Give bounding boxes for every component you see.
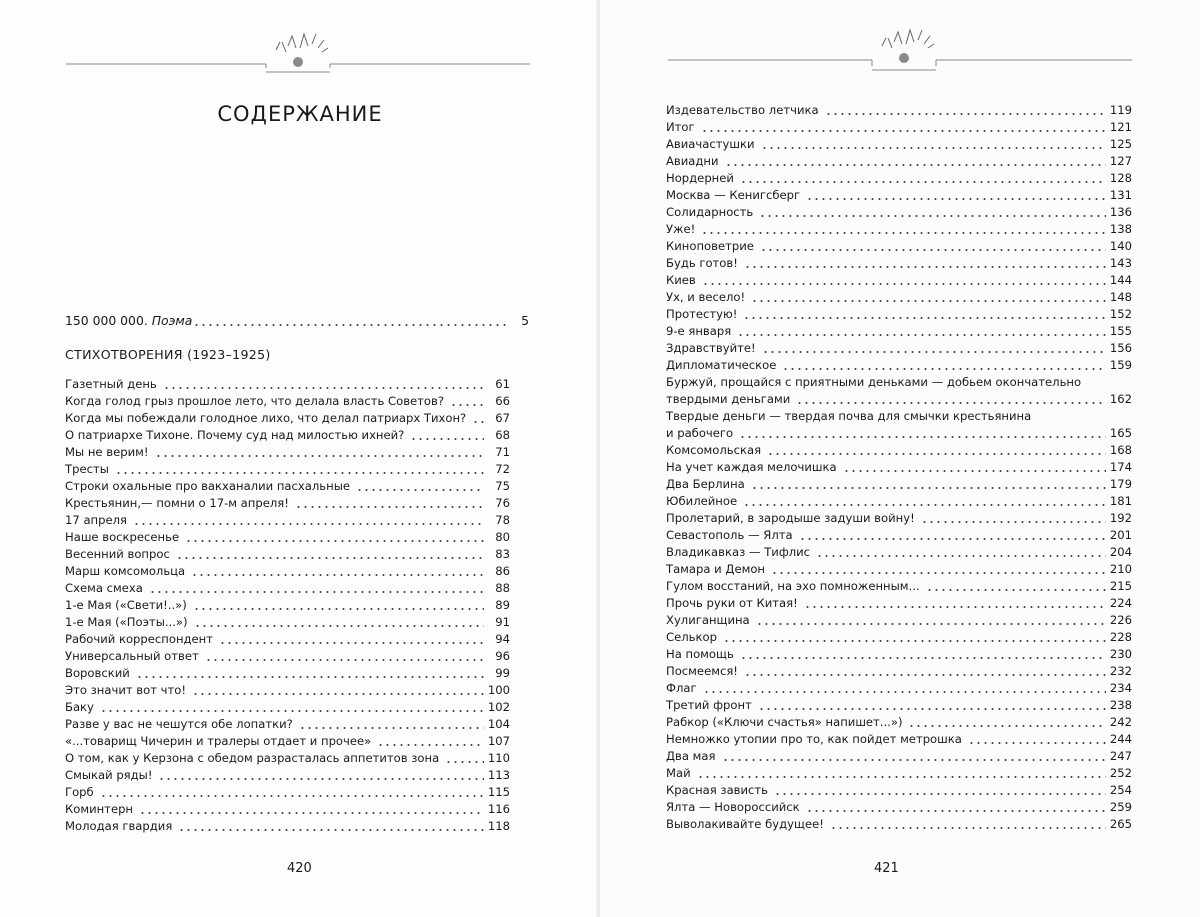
dot-leader <box>740 181 1106 183</box>
toc-entry[interactable] <box>666 782 1132 799</box>
page-ref: 68 <box>495 428 510 442</box>
page-ref: 254 <box>1109 783 1132 797</box>
toc-list-right <box>666 102 1132 833</box>
toc-entry-title: Гулом восстаний, на эхо помноженным... <box>666 579 920 593</box>
toc-entry-title: Когда мы побеждали голодное лихо, что делал патриарх Тихон? <box>65 411 467 425</box>
dot-leader <box>185 540 484 542</box>
dot-leader <box>782 368 1106 370</box>
toc-entry-title: На учет каждая мелочишка <box>666 460 837 474</box>
page-title: СОДЕРЖАНИЕ <box>217 102 383 126</box>
page-ref: 156 <box>1109 341 1132 355</box>
toc-entry-title: Два мая <box>666 749 716 763</box>
page-ref: 99 <box>495 666 510 680</box>
page-ref: 148 <box>1109 290 1132 304</box>
dot-leader <box>191 574 484 576</box>
dot-leader <box>299 727 484 729</box>
page-ref: 80 <box>495 530 510 544</box>
dot-leader <box>163 387 484 389</box>
dot-leader <box>737 334 1106 336</box>
page-ref: 168 <box>1109 443 1132 457</box>
toc-entry[interactable] <box>666 289 1132 306</box>
toc-entry-title: Строки охальные про вакханалии пасхальные <box>65 479 350 493</box>
page-ref: 104 <box>487 717 510 731</box>
toc-entry[interactable] <box>65 410 510 427</box>
page-ref: 76 <box>495 496 510 510</box>
page-ref: 165 <box>1109 426 1132 440</box>
toc-entry-title: Два Берлина <box>666 477 745 491</box>
dot-leader <box>722 759 1106 761</box>
dot-leader <box>472 421 484 423</box>
toc-entry[interactable] <box>65 631 510 648</box>
toc-entry[interactable] <box>666 680 1132 697</box>
toc-entry-title: Севастополь — Ялта <box>666 528 793 542</box>
toc-entry-title: Протестую! <box>666 307 738 321</box>
toc-entry-title: Схема смеха <box>65 581 143 595</box>
dot-leader <box>804 606 1106 608</box>
toc-entry-title: Нордерней <box>666 171 734 185</box>
dot-leader <box>806 198 1106 200</box>
page-ref: 86 <box>495 564 510 578</box>
dot-leader <box>136 676 484 678</box>
toc-entry-title-line1: Твердые деньги — твердая почва для смычки крестьянина <box>666 409 1032 423</box>
page-ref: 119 <box>1109 103 1132 117</box>
toc-entry-title: Май <box>666 766 691 780</box>
toc-entry[interactable] <box>65 461 510 478</box>
toc-entry[interactable] <box>666 221 1132 238</box>
toc-entry-title: Прочь руки от Китая! <box>666 596 798 610</box>
toc-entry-title: Газетный день <box>65 377 157 391</box>
page-ref: 115 <box>487 785 510 799</box>
dot-leader <box>744 266 1106 268</box>
toc-entry[interactable] <box>666 612 1132 629</box>
toc-entry-title: Горб <box>65 785 94 799</box>
toc-list-left <box>65 376 510 835</box>
page-ref: 107 <box>487 734 510 748</box>
toc-entry[interactable] <box>65 393 510 410</box>
page-ref: 78 <box>495 513 510 527</box>
page-ref: 181 <box>1109 494 1132 508</box>
dot-leader <box>205 659 484 661</box>
dot-leader <box>816 555 1106 557</box>
toc-entry-title: Дипломатическое <box>666 358 777 372</box>
toc-entry-title: Баку <box>65 700 94 714</box>
toc-entry-title: Юбилейное <box>666 494 738 508</box>
dot-leader <box>193 324 507 326</box>
toc-entry-title-line2: и рабочего <box>666 426 734 440</box>
toc-entry[interactable] <box>666 595 1132 612</box>
toc-entry-title: Уже! <box>666 222 696 236</box>
dot-leader <box>771 572 1106 574</box>
dot-leader <box>921 521 1106 523</box>
toc-entry[interactable] <box>666 697 1132 714</box>
toc-entry-title: Это значит вот что! <box>65 683 187 697</box>
toc-entry[interactable] <box>666 731 1132 748</box>
page-ref: 234 <box>1109 681 1132 695</box>
page-ref: 174 <box>1109 460 1132 474</box>
dot-leader <box>100 795 484 797</box>
page-ref: 226 <box>1109 613 1132 627</box>
page-ref: 83 <box>495 547 510 561</box>
page-ref: 136 <box>1109 205 1132 219</box>
toc-entry-title: Разве у вас не чешутся обе лопатки? <box>65 717 293 731</box>
toc-entry[interactable] <box>666 476 1132 493</box>
dot-leader <box>194 625 484 627</box>
dot-leader <box>155 455 484 457</box>
toc-entry[interactable] <box>65 597 510 614</box>
page-ref: 232 <box>1109 664 1132 678</box>
toc-entry-title: Киев <box>666 273 696 287</box>
page-ref: 94 <box>495 632 510 646</box>
header-ornament <box>668 28 1132 78</box>
dot-leader <box>158 778 484 780</box>
dot-leader <box>774 793 1106 795</box>
toc-entry-title: Селькор <box>666 630 717 644</box>
toc-entry[interactable] <box>65 818 510 835</box>
toc-entry[interactable] <box>666 102 1132 119</box>
page-ref: 61 <box>495 377 510 391</box>
dot-leader <box>723 640 1106 642</box>
dot-leader <box>762 351 1106 353</box>
toc-entry-title: Хулиганщина <box>666 613 750 627</box>
toc-entry[interactable] <box>666 374 1132 408</box>
page-ref: 88 <box>495 581 510 595</box>
toc-entry[interactable] <box>666 459 1132 476</box>
toc-entry-title: Марш комсомольца <box>65 564 186 578</box>
toc-entry[interactable] <box>666 748 1132 765</box>
toc-entry[interactable] <box>666 136 1132 153</box>
toc-entry-title: 9-е января <box>666 324 732 338</box>
toc-entry-title: Будь готов! <box>666 256 738 270</box>
toc-entry-title: Воровский <box>65 666 130 680</box>
toc-entry[interactable] <box>666 408 1132 442</box>
dot-leader <box>133 523 484 525</box>
page-ref: 244 <box>1109 732 1132 746</box>
toc-entry-title: Выволакивайте будущее! <box>666 817 824 831</box>
toc-entry[interactable] <box>666 170 1132 187</box>
page-ref: 259 <box>1109 800 1132 814</box>
toc-entry-title: Флаг <box>666 681 697 695</box>
page-ref: 67 <box>495 411 510 425</box>
dot-leader <box>743 317 1106 319</box>
toc-entry-title: Смыкай ряды! <box>65 768 153 782</box>
toc-entry[interactable] <box>65 580 510 597</box>
page-ref: 72 <box>495 462 510 476</box>
toc-entry[interactable] <box>666 204 1132 221</box>
toc-entry[interactable] <box>65 529 510 546</box>
toc-entry[interactable] <box>666 153 1132 170</box>
toc-entry[interactable] <box>65 733 510 750</box>
toc-entry-title-line2: твердыми деньгами <box>666 392 791 406</box>
dot-leader <box>756 623 1106 625</box>
dot-leader <box>825 113 1106 115</box>
page-ref: 179 <box>1109 477 1132 491</box>
page-ref: 224 <box>1109 596 1132 610</box>
toc-entry[interactable] <box>666 510 1132 527</box>
dot-leader <box>100 710 484 712</box>
toc-entry[interactable] <box>65 682 510 699</box>
toc-entry-title: Рабочий корреспондент <box>65 632 214 646</box>
page-ref: 110 <box>487 751 510 765</box>
toc-entry[interactable] <box>65 546 510 563</box>
dot-leader <box>115 472 484 474</box>
page-ref: 162 <box>1109 392 1132 406</box>
dot-leader <box>968 742 1106 744</box>
dot-leader <box>761 147 1106 149</box>
page-ref: 204 <box>1109 545 1132 559</box>
toc-entry[interactable] <box>666 646 1132 663</box>
dot-leader <box>193 608 484 610</box>
toc-entry-title: Наше воскресенье <box>65 530 180 544</box>
toc-entry[interactable] <box>666 442 1132 459</box>
dot-leader <box>149 591 484 593</box>
right-page <box>600 0 1200 917</box>
dot-leader <box>740 657 1106 659</box>
toc-entry-title: Ух, и весело! <box>666 290 746 304</box>
toc-entry-title: Рабкор («Ключи счастья» напишет...») <box>666 715 903 729</box>
page-ref: 238 <box>1109 698 1132 712</box>
toc-entry[interactable] <box>666 119 1132 136</box>
toc-entry-title: Москва — Кенигсберг <box>666 188 801 202</box>
page-ref: 96 <box>495 649 510 663</box>
dot-leader <box>219 642 484 644</box>
page-ref: 228 <box>1109 630 1132 644</box>
toc-entry-title: Красная зависть <box>666 783 769 797</box>
page-ref: 140 <box>1109 239 1132 253</box>
toc-entry[interactable] <box>666 255 1132 272</box>
dot-leader <box>751 487 1106 489</box>
page-ref: 159 <box>1109 358 1132 372</box>
toc-entry-title: О патриархе Тихоне. Почему суд над милостью ихней? <box>65 428 405 442</box>
toc-entry[interactable] <box>65 784 510 801</box>
toc-entry[interactable] <box>666 816 1132 833</box>
toc-entry-title: Здравствуйте! <box>666 341 756 355</box>
toc-entry[interactable] <box>65 376 510 393</box>
toc-entry-poem[interactable] <box>65 311 529 331</box>
toc-entry[interactable] <box>666 663 1132 680</box>
page-ref: 91 <box>495 615 510 629</box>
page-ref: 155 <box>1109 324 1132 338</box>
poem-subtitle: Поэма <box>151 313 193 328</box>
toc-entry-title: Крестьянин,— помни о 17-м апреля! <box>65 496 289 510</box>
poem-title: 150 000 000. <box>65 313 148 328</box>
page-ref: 121 <box>1109 120 1132 134</box>
page-ref: 210 <box>1109 562 1132 576</box>
toc-entry-title: 1-е Мая («Свети!..») <box>65 598 187 612</box>
dot-leader <box>697 776 1106 778</box>
page-ref: 152 <box>1109 307 1132 321</box>
dot-leader <box>725 164 1106 166</box>
dot-leader <box>926 589 1106 591</box>
page-ref: 131 <box>1109 188 1132 202</box>
page-ref: 192 <box>1109 511 1132 525</box>
toc-entry-title: Солидарность <box>666 205 754 219</box>
page-ref: 247 <box>1109 749 1132 763</box>
dot-leader <box>445 761 484 763</box>
toc-entry[interactable] <box>666 493 1132 510</box>
page-ref: 127 <box>1109 154 1132 168</box>
toc-entry-title: Третий фронт <box>666 698 752 712</box>
dot-leader <box>796 402 1106 404</box>
toc-entry[interactable] <box>666 629 1132 646</box>
toc-entry-title-line1: Буржуй, прощайся с приятными деньками — добьем окончательно <box>666 375 1082 389</box>
toc-entry[interactable] <box>65 665 510 682</box>
toc-entry[interactable] <box>666 714 1132 731</box>
toc-entry[interactable] <box>666 357 1132 374</box>
toc-entry[interactable] <box>65 614 510 631</box>
page-ref: 128 <box>1109 171 1132 185</box>
toc-entry-title: Тамара и Демон <box>666 562 766 576</box>
toc-entry[interactable] <box>65 478 510 495</box>
toc-entry-title: Универсальный ответ <box>65 649 199 663</box>
dot-leader <box>806 810 1106 812</box>
toc-entry[interactable] <box>65 801 510 818</box>
page-ref: 242 <box>1109 715 1132 729</box>
dot-leader <box>450 404 484 406</box>
dot-leader <box>739 436 1106 438</box>
toc-entry[interactable] <box>65 563 510 580</box>
page-ref: 116 <box>487 802 510 816</box>
toc-entry-title: Итог <box>666 120 695 134</box>
dot-leader <box>743 504 1106 506</box>
section-heading: СТИХОТВОРЕНИЯ (1923–1925) <box>65 347 271 362</box>
toc-entry-title: Весенний вопрос <box>65 547 170 561</box>
dot-leader <box>377 744 484 746</box>
page-ref: 89 <box>495 598 510 612</box>
toc-entry[interactable] <box>65 495 510 512</box>
page-ref: 252 <box>1109 766 1132 780</box>
dot-leader <box>410 438 484 440</box>
dot-leader <box>830 827 1106 829</box>
toc-entry[interactable] <box>65 716 510 733</box>
dot-leader <box>701 232 1106 234</box>
dot-leader <box>703 691 1106 693</box>
toc-entry-title: Когда голод грыз прошлое лето, что делала власть Советов? <box>65 394 445 408</box>
toc-entry[interactable] <box>666 238 1132 255</box>
page-ref: 66 <box>495 394 510 408</box>
dot-leader <box>192 693 484 695</box>
page-ref: 265 <box>1109 817 1132 831</box>
toc-entry-title: «...товарищ Чичерин и тралеры отдает и прочее» <box>65 734 372 748</box>
page-ref: 143 <box>1109 256 1132 270</box>
toc-entry[interactable] <box>666 340 1132 357</box>
page-ref: 215 <box>1109 579 1132 593</box>
dot-leader <box>759 215 1106 217</box>
dot-leader <box>295 506 484 508</box>
toc-entry-title: Посмеемся! <box>666 664 738 678</box>
page-ref: 102 <box>487 700 510 714</box>
toc-entry[interactable] <box>65 512 510 529</box>
page-ref: 230 <box>1109 647 1132 661</box>
page-ref: 125 <box>1109 137 1132 151</box>
page-ref: 75 <box>495 479 510 493</box>
page-ref: 100 <box>487 683 510 697</box>
toc-entry[interactable] <box>666 272 1132 289</box>
toc-entry-title: Ялта — Новороссийск <box>666 800 800 814</box>
toc-entry[interactable] <box>65 444 510 461</box>
toc-entry[interactable] <box>65 767 510 784</box>
toc-entry-title: О том, как у Керзона с обедом разрасталась аппетитов зона <box>65 751 440 765</box>
toc-entry[interactable] <box>666 765 1132 782</box>
toc-entry[interactable] <box>666 323 1132 340</box>
toc-entry-title: Авиачастушки <box>666 137 755 151</box>
toc-entry-title: 17 апреля <box>65 513 127 527</box>
page-ref: 5 <box>521 313 529 328</box>
toc-entry-title: Молодая гвардия <box>65 819 173 833</box>
page-ref: 118 <box>487 819 510 833</box>
toc-entry[interactable] <box>65 427 510 444</box>
toc-entry[interactable] <box>65 699 510 716</box>
toc-entry-title: 1-е Мая («Поэты...») <box>65 615 188 629</box>
dot-leader <box>760 249 1106 251</box>
toc-entry-title: Комсомольская <box>666 443 762 457</box>
dot-leader <box>843 470 1106 472</box>
toc-entry[interactable] <box>666 544 1132 561</box>
dot-leader <box>744 674 1106 676</box>
page-number: 420 <box>287 861 312 876</box>
dot-leader <box>178 829 484 831</box>
page-ref: 138 <box>1109 222 1132 236</box>
toc-entry-title: Коминтерн <box>65 802 134 816</box>
toc-entry-title: Авиадни <box>666 154 719 168</box>
toc-entry[interactable] <box>65 750 510 767</box>
dot-leader <box>702 283 1106 285</box>
toc-entry-title: Пролетарий, в зародыше задуши войну! <box>666 511 915 525</box>
toc-entry-title: Киноповетрие <box>666 239 754 253</box>
header-ornament <box>66 28 530 78</box>
dot-leader <box>908 725 1106 727</box>
page-ref: 71 <box>495 445 510 459</box>
dot-leader <box>356 489 484 491</box>
toc-entry-title: Издевательство летчика <box>666 103 819 117</box>
dot-leader <box>758 708 1106 710</box>
toc-entry[interactable] <box>666 306 1132 323</box>
toc-entry[interactable] <box>65 648 510 665</box>
toc-entry-title: На помощь <box>666 647 734 661</box>
dot-leader <box>139 812 484 814</box>
page-ref: 201 <box>1109 528 1132 542</box>
toc-entry-title: Тресты <box>65 462 109 476</box>
dot-leader <box>799 538 1106 540</box>
dot-leader <box>751 300 1106 302</box>
toc-entry-title: Владикавказ — Тифлис <box>666 545 811 559</box>
page-ref: 144 <box>1109 273 1132 287</box>
page-ref: 113 <box>487 768 510 782</box>
toc-entry[interactable] <box>666 187 1132 204</box>
page-number: 421 <box>874 861 899 876</box>
toc-entry[interactable] <box>666 799 1132 816</box>
toc-entry[interactable] <box>666 527 1132 544</box>
dot-leader <box>767 453 1106 455</box>
toc-entry-title: Мы не верим! <box>65 445 149 459</box>
toc-entry[interactable] <box>666 578 1132 595</box>
dot-leader <box>176 557 484 559</box>
dot-leader <box>701 130 1106 132</box>
toc-entry[interactable] <box>666 561 1132 578</box>
toc-entry-title: Немножко утопии про то, как пойдет метрошка <box>666 732 962 746</box>
